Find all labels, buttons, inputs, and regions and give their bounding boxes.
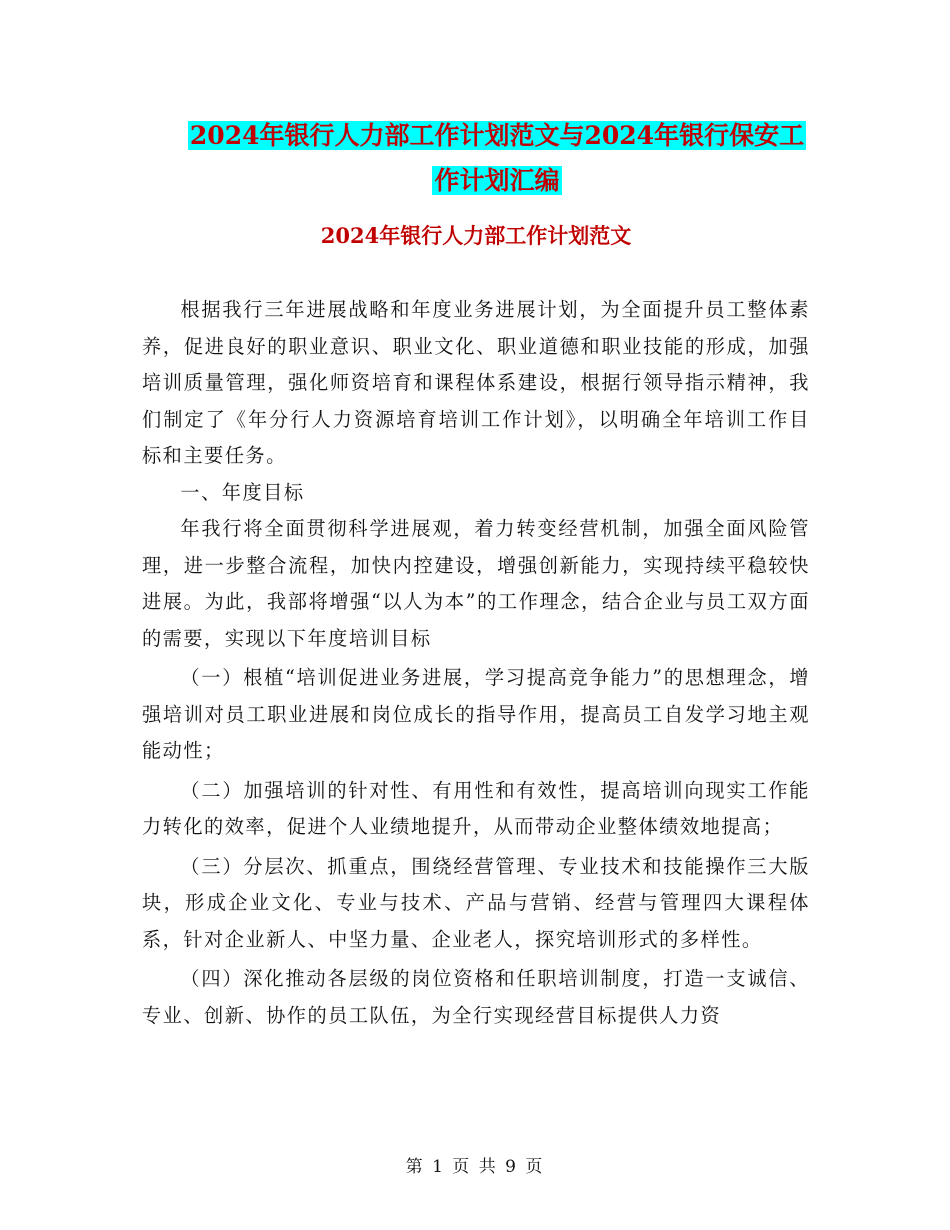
document-body	[142, 292, 810, 1034]
document-title	[142, 113, 852, 203]
paragraph-goal-1: （一）根植“培训促进业务进展，学习提高竞争能力”的思想理念，增强培训对员工职业进展和岗位成长的指导作用，提高员工自发学习地主观能动性；	[142, 666, 810, 762]
document-title-line-1: 2024年银行人力部工作计划范文与2024年银行保安工	[189, 121, 805, 150]
paragraph-goal-4: （四）深化推动各层级的岗位资格和任职培训制度，打造一支诚信、专业、创新、协作的员工队伍，为全行实现经营目标提供人力资	[142, 967, 810, 1027]
document-title-line-2: 作计划汇编	[434, 166, 560, 195]
paragraph-annual-goals: 年我行将全面贯彻科学进展观，着力转变经营机制，加强全面风险管理，进一步整合流程，加快内控建设，增强创新能力，实现持续平稳较快进展。为此，我部将增强“以人为本”的工作理念，结合企业与员工双方面的需要，实现以下年度培训目标	[142, 517, 810, 650]
paragraph-goal-3: （三）分层次、抓重点，围绕经营管理、专业技术和技能操作三大版块，形成企业文化、专业与技术、产品与营销、经营与管理四大课程体系，针对企业新人、中坚力量、企业老人，探究培训形式的多样性。	[142, 854, 810, 951]
paragraph-intro: 根据我行三年进展战略和年度业务进展计划，为全面提升员工整体素养，促进良好的职业意识、职业文化、职业道德和职业技能的形成，加强培训质量管理，强化师资培育和课程体系建设，根据行领导指示精神，我们制定了《年分行人力资源培育培训工作计划》，以明确全年培训工作目标和主要任务。	[142, 298, 810, 467]
paragraph-goal-2: （二）加强培训的针对性、有用性和有效性，提高培训向现实工作能力转化的效率，促进个人业绩地提升，从而带动企业整体绩效地提高；	[142, 778, 810, 838]
section-title: 2024年银行人力部工作计划范文	[320, 223, 632, 248]
page-number-footer: 第 1 页 共 9 页	[405, 1157, 545, 1177]
paragraph-heading-annual-goals: 一、年度目标	[180, 480, 305, 504]
